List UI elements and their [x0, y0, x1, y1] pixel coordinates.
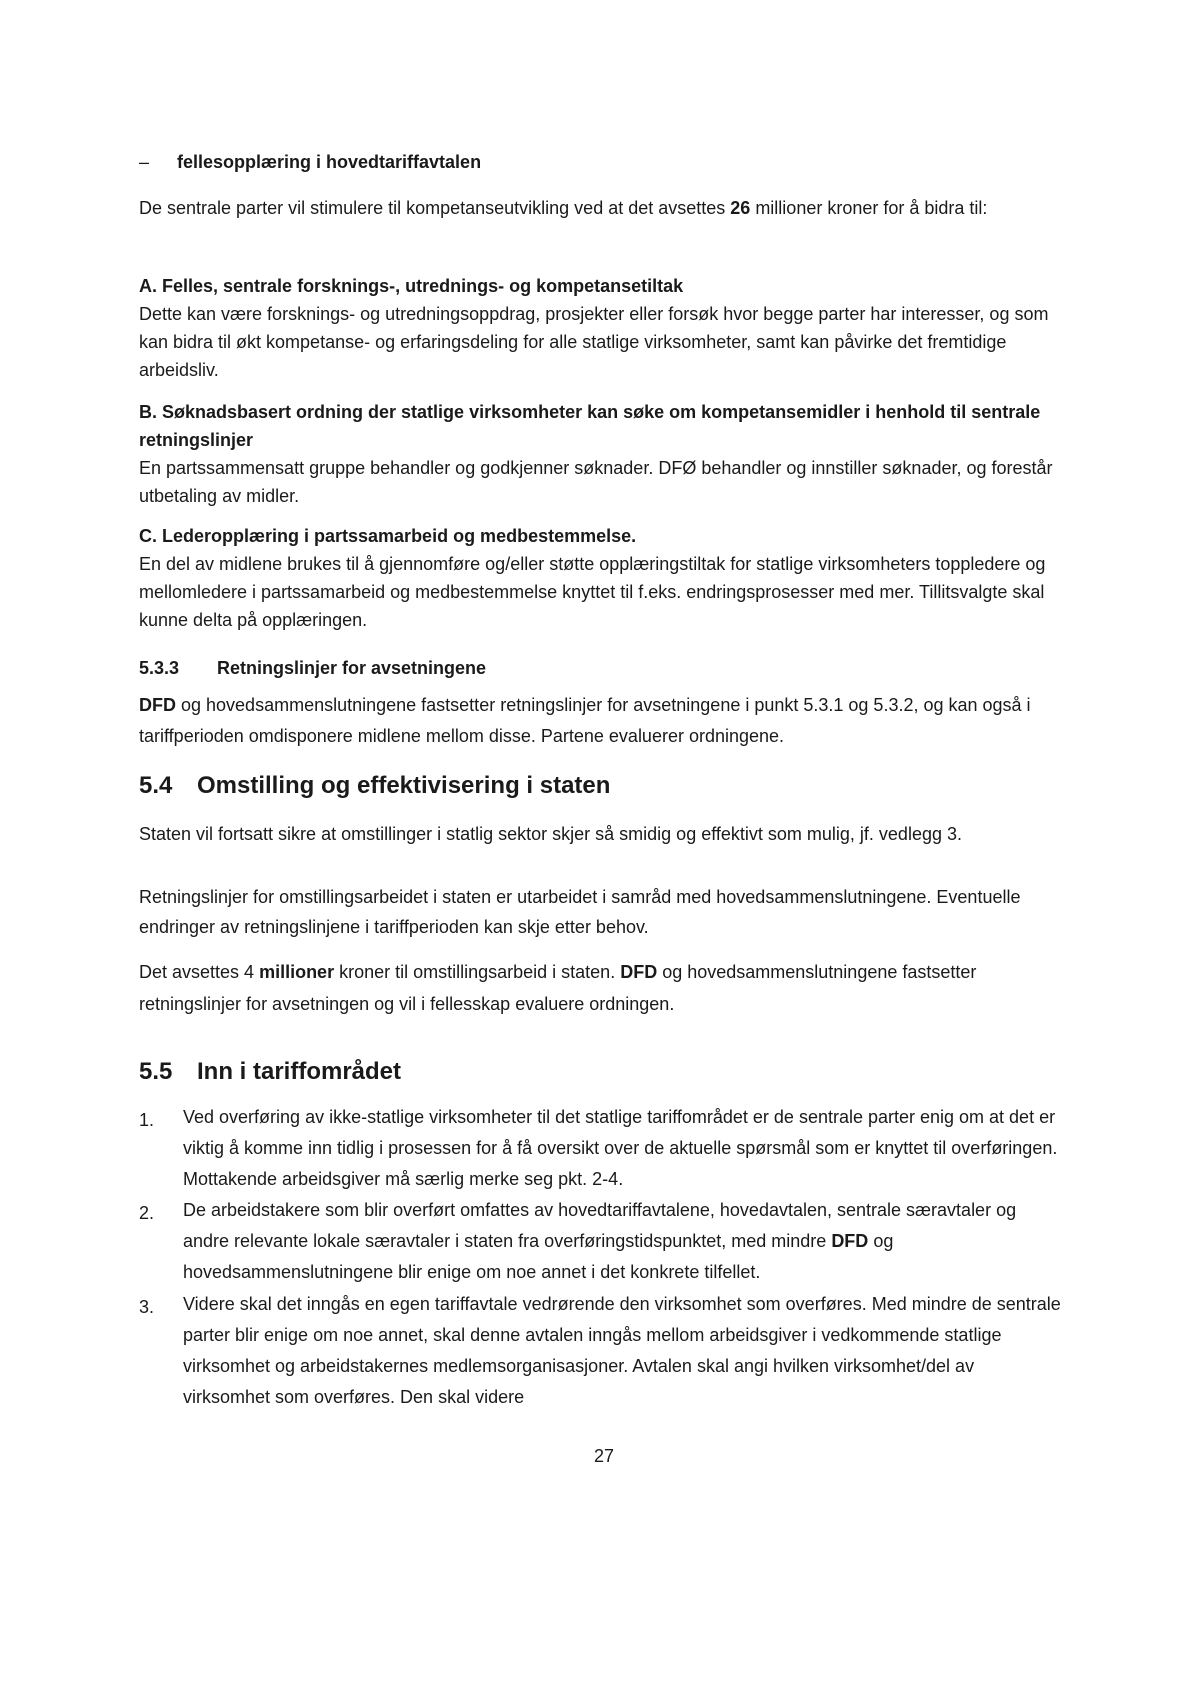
- section-b-title: B. Søknadsbasert ordning der statlige virksomheter kan søke om kompetansemidler i henhold til sentrale retningslinjer: [139, 402, 1041, 450]
- p3-text-a: Det avsettes 4: [139, 962, 260, 982]
- section-a-text: Dette kan være forsknings- og utredningsoppdrag, prosjekter eller forsøk hvor begge parter har interesser, og som kan bidra til økt kompetanse- og erfaringsdeling for alle statlige virksomheter, samt kan påvirke det fremtidige arbeidsliv.: [139, 304, 1049, 380]
- list-item-text: Videre skal det inngås en egen tariffavtale vedrørende den virksomhet som overføres. Med mindre de sentrale parter blir enige om noe annet, skal denne avtalen inngås mellom arbeidsgiver i vedkommende statlige virksomhet og arbeidstakernes medlemsorganisasjoner. Avtalen skal angi hvilken virksomhet/del av virksomhet som overføres. Den skal videre: [183, 1294, 1061, 1407]
- list-item-number: 1.: [139, 1110, 155, 1130]
- subsection-533-paragraph: [139, 690, 1059, 752]
- list-item-text: [183, 1195, 1063, 1288]
- subsection-number: 5.3.3: [139, 658, 180, 678]
- section-title: Omstilling og effektivisering i staten: [197, 772, 611, 799]
- dash-heading: [139, 152, 481, 173]
- list-item-text: Ved overføring av ikke-statlige virksomheter til det statlige tariffområdet er de sentrale parter enig om at det er viktig å komme inn tidlig i prosessen for å få oversikt over de aktuelle spørsmål som er knyttet til overføringen. Mottakende arbeidsgiver må særlig merke seg pkt. 2-4.: [183, 1107, 1058, 1189]
- section-a-title: A. Felles, sentrale forsknings-, utrednings- og kompetansetiltak: [139, 276, 684, 296]
- section-c: [139, 522, 1059, 634]
- list-item-number: 3.: [139, 1297, 155, 1317]
- section-54-heading: [139, 772, 610, 800]
- list-item-text-b: og hovedsammenslutningene blir enige om noe annet i det konkrete tilfellet.: [183, 1231, 894, 1282]
- dfd-label: DFD: [831, 1231, 869, 1251]
- section-number: 5.4: [139, 772, 173, 799]
- p3-text-e: og hovedsammenslutningene fastsetter retningslinjer for avsetningen og vil i fellesskap evaluere ordningen.: [139, 962, 977, 1014]
- subsection-title: Retningslinjer for avsetningene: [217, 658, 487, 678]
- section-b-text: En partssammensatt gruppe behandler og godkjenner søknader. DFØ behandler og innstiller søknader, og forestår utbetaling av midler.: [139, 458, 1053, 506]
- section-b: [139, 398, 1059, 510]
- intro-amount: 26: [730, 198, 751, 218]
- section-54-paragraph-1: Staten vil fortsatt sikre at omstillinger i statlig sektor skjer så smidig og effektivt som mulig, jf. vedlegg 3.: [139, 824, 962, 844]
- dfd-label: DFD: [139, 695, 176, 715]
- page-number: 27: [593, 1446, 615, 1466]
- list-item-number: 2.: [139, 1203, 155, 1223]
- list-item: [139, 1289, 1063, 1413]
- list-item: [139, 1102, 1063, 1195]
- section-c-text: En del av midlene brukes til å gjennomføre og/eller støtte opplæringstiltak for statlige virksomheters toppledere og mellomledere i partssamarbeid og medbestemmelse knyttet til f.eks. endringsprosesser med mer. Tillitsvalgte skal kunne delta på opplæringen.: [139, 554, 1046, 630]
- section-c-title: C. Lederopplæring i partssamarbeid og medbestemmelse.: [139, 526, 637, 546]
- intro-text-1: De sentrale parter vil stimulere til kompetanseutvikling ved at det avsettes: [139, 198, 731, 218]
- subsection-533-heading: [139, 658, 486, 679]
- section-54-paragraph-2: Retningslinjer for omstillingsarbeidet i staten er utarbeidet i samråd med hovedsammenslutningene. Eventuelle endringer av retningslinjene i tariffperioden kan skje etter behov.: [139, 887, 1021, 937]
- subsection-533-text: og hovedsammenslutningene fastsetter retningslinjer for avsetningene i punkt 5.3.1 og 5.3.2, og kan også i tariffperioden omdisponere midlene mellom disse. Partene evaluerer ordningene.: [139, 695, 1031, 746]
- list-item: [139, 1195, 1063, 1288]
- dash-heading-text: fellesopplæring i hovedtariffavtalen: [177, 152, 482, 172]
- p3-text-c: kroner til omstillingsarbeid i staten.: [334, 962, 621, 982]
- p3-dfd: DFD: [620, 962, 658, 982]
- section-54-paragraph-3: [139, 956, 1059, 1020]
- section-title: Inn i tariffområdet: [197, 1058, 402, 1085]
- intro-paragraph: [139, 194, 1059, 222]
- dash-mark: –: [139, 152, 150, 172]
- p3-text-b: millioner: [259, 962, 335, 982]
- section-number: 5.5: [139, 1058, 173, 1085]
- intro-text-2: millioner kroner for å bidra til:: [750, 198, 988, 218]
- list-item-text-a: De arbeidstakere som blir overført omfattes av hovedtariffavtalene, hovedavtalen, sentrale særavtaler og andre relevante lokale særavtaler i staten fra overføringstidspunktet, med mindre: [183, 1200, 1017, 1251]
- section-a: [139, 272, 1059, 384]
- section-55-heading: [139, 1058, 401, 1086]
